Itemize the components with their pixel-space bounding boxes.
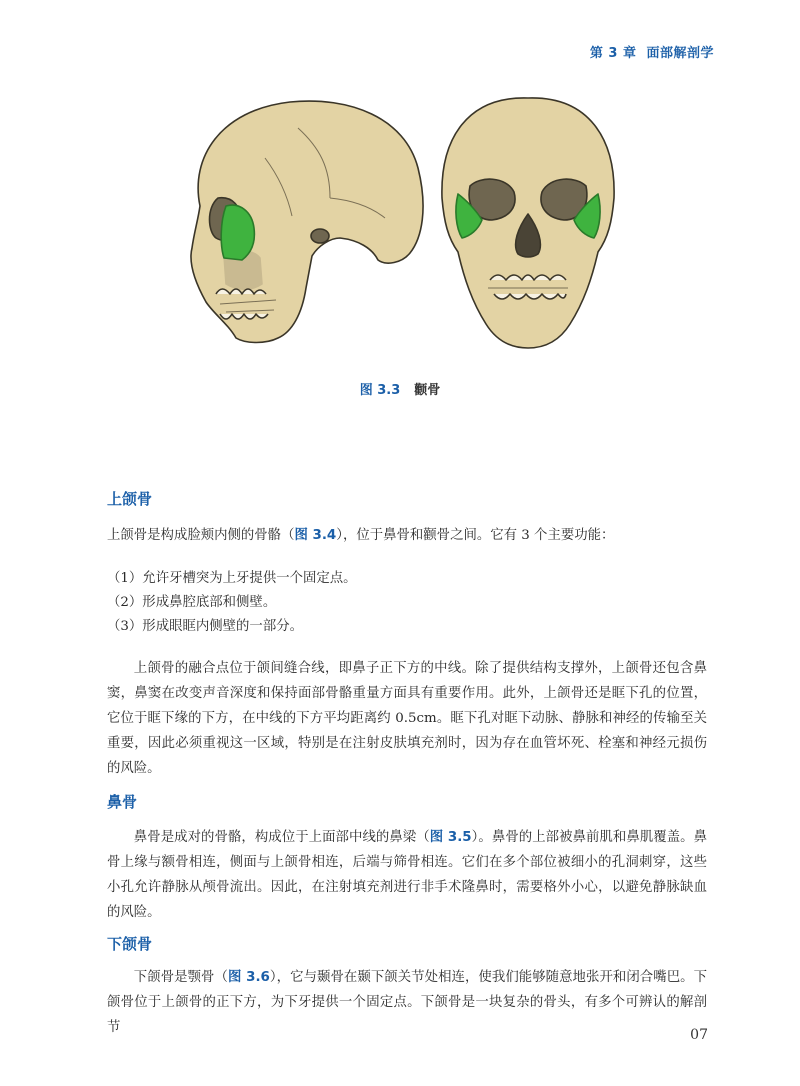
frontal-skull-drawing [442,98,614,348]
list-item: （3）形成眼眶内侧壁的一部分。 [107,619,303,634]
chapter-number: 第 3 章 [589,46,637,61]
skull-illustration [180,88,620,360]
maxilla-intro-text-2: ），位于鼻骨和颧骨之间。它有 3 个主要功能： [336,528,615,543]
figure-caption [0,379,800,398]
figure-label: 图 3.3 [359,383,401,398]
mandible-text-1: 下颌骨是颚骨（ [133,970,228,985]
maxilla-function-list [107,567,707,639]
nasal-paragraph [107,825,707,925]
running-header [590,42,714,61]
maxilla-intro [107,523,707,548]
nasal-text-2: ）。鼻骨的上部被鼻前肌和鼻肌覆盖。鼻骨上缘与额骨相连，侧面与上颌骨相连，后端与筛骨相连。它们在多个部位被细小的孔洞刺穿，这些小孔允许静脉从颅骨流出。因此，在注射填充剂进行非手术隆鼻时，需要格外小心，以避免静脉缺血的风险。 [107,830,708,920]
list-item: （2）形成鼻腔底部和侧壁。 [107,595,277,610]
mandible-paragraph [107,965,707,1040]
figure-caption-text: 颧骨 [414,383,441,398]
skull-figure [180,88,620,360]
figure-reference-3-6[interactable]: 图 3.6 [227,970,270,985]
section-heading-nasal: 鼻骨 [107,793,138,811]
maxilla-paragraph: 上颌骨的融合点位于颌间缝合线，即鼻子正下方的中线。除了提供结构支撑外，上颌骨还包含鼻窦，鼻窦在改变声音深度和保持面部骨骼重量方面具有重要作用。此外，上颌骨还是眶下孔的位置，它位于眶下缘的下方，在中线的下方平均距离约 0.5cm。眶下孔对眶下动脉、静脉和神经的传输至关重要，因此必须重视这一区域，特别是在注射皮肤填充剂时，因为存在血管坏死、栓塞和神经元损伤的风险。 [107,661,707,776]
figure-reference-3-4[interactable]: 图 3.4 [294,528,337,543]
mandible-text-2: ），它与颞骨在颞下颌关节处相连，使我们能够随意地张开和闭合嘴巴。下颌骨位于上颌骨的正下方，为下牙提供一个固定点。下颌骨是一块复杂的骨头，有多个可辨认的解剖节 [107,970,707,1035]
section-heading-maxilla: 上颌骨 [107,490,153,508]
section-heading-mandible: 下颌骨 [107,935,153,953]
maxilla-intro-text-1: 上颌骨是构成脸颊内侧的骨骼（ [107,528,295,543]
lateral-skull-drawing [191,101,423,342]
chapter-title: 面部解剖学 [646,46,714,61]
nasal-text-1: 鼻骨是成对的骨骼，构成位于上面部中线的鼻梁（ [133,830,430,845]
list-item: （1）允许牙槽突为上牙提供一个固定点。 [107,571,357,586]
figure-reference-3-5[interactable]: 图 3.5 [429,830,472,845]
page-number: 07 [690,1027,708,1043]
